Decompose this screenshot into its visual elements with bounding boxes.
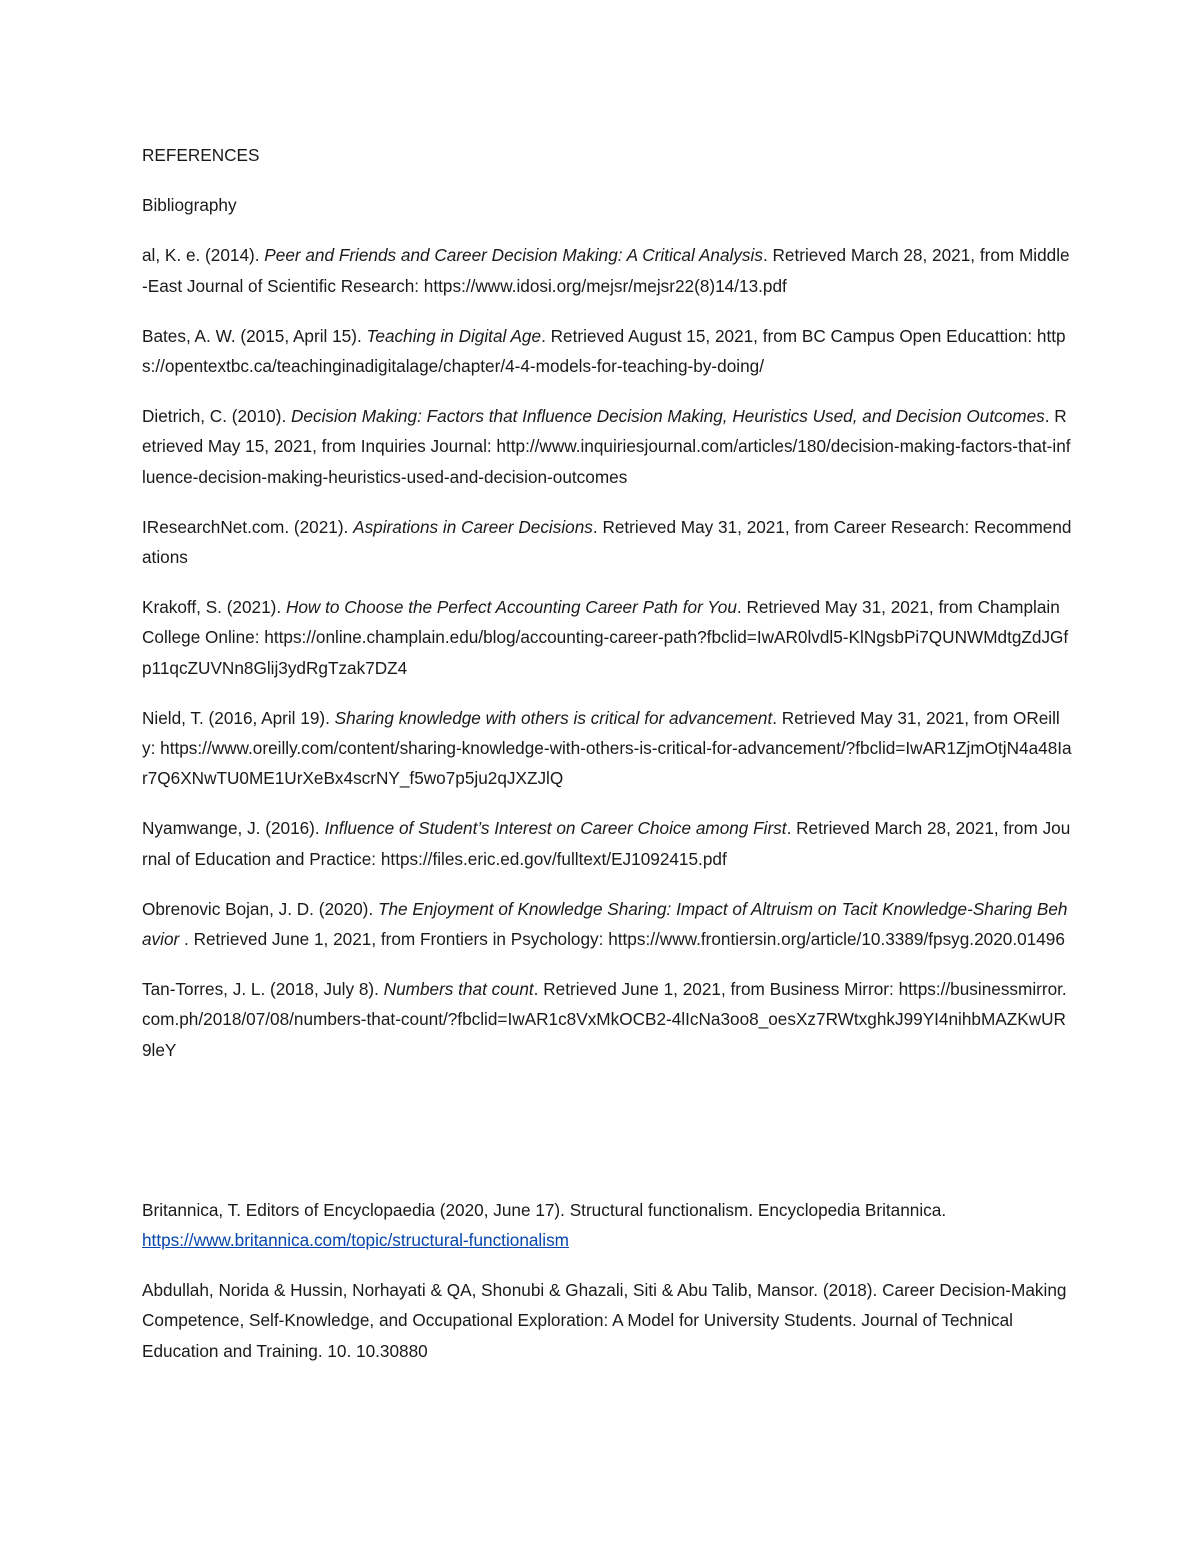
- entry-title: Sharing knowledge with others is critical for advancement: [334, 707, 773, 728]
- reference-entry-al: [142, 240, 1072, 300]
- entry-lead: al, K. e. (2014).: [142, 245, 265, 266]
- entry-title: Numbers that count: [383, 979, 534, 1000]
- entry-title: Aspirations in Career Decisions: [353, 516, 593, 537]
- page-heading: REFERENCES: [142, 145, 260, 165]
- references-content: [142, 140, 1072, 1386]
- reference-entry-tan-torres: [142, 974, 1072, 1065]
- entry-title: Decision Making: Factors that Influence Decision Making, Heuristics Used, and Decision Outcomes: [291, 406, 1045, 427]
- reference-entry-abdullah: [142, 1275, 1072, 1366]
- entry-text: Britannica, T. Editors of Encyclopaedia (2020, June 17). Structural functionalism. Encyclopedia Britannica.: [142, 1199, 947, 1220]
- blank-space: [142, 1085, 1072, 1195]
- entry-tail: . Retrieved August 15, 2021, from BC Campus Open Educattion: https://opentextbc.ca/teachinginadigitalage/chapter/4-4-models-for-teaching-by-doing/: [142, 325, 1066, 377]
- page-subheading: Bibliography: [142, 195, 237, 216]
- reference-entry-krakoff: [142, 592, 1072, 683]
- entry-tail: . Retrieved May 31, 2021, from OReilly: https://www.oreilly.com/content/sharing-knowledge-with-others-is-critical-for-advancement/?fbclid=IwAR1ZjmOtjN4a48Iar7Q6XNwTU0ME1UrXeBx4scrNY_f5wo7p5ju2qJXZJlQ: [142, 707, 1072, 789]
- entry-lead: IResearchNet.com. (2021).: [142, 516, 354, 537]
- entry-tail: . Retrieved May 15, 2021, from Inquiries Journal: http://www.inquiriesjournal.com/articles/180/decision-making-factors-that-influence-decision-making-heuristics-used-and-decision-outcomes: [142, 406, 1071, 487]
- entry-tail: . Retrieved June 1, 2021, from Frontiers in Psychology: https://www.frontiersin.org/article/10.3389/fpsyg.2020.01496: [179, 929, 1065, 950]
- reference-entry-nield: [142, 703, 1072, 794]
- entry-lead: Nield, T. (2016, April 19).: [142, 707, 335, 728]
- entry-title: Influence of Student’s Interest on Career Choice among First: [324, 818, 787, 839]
- reference-entry-dietrich: [142, 401, 1072, 492]
- entry-text: Abdullah, Norida & Hussin, Norhayati & QA, Shonubi & Ghazali, Siti & Abu Talib, Mansor. (2018). Career Decision-Making Competence, Self-Knowledge, and Occupational Exploration: A Model for University Students. Journal of Technical Education and Training. 10. 10.30880: [142, 1280, 1067, 1361]
- reference-entry-iresearchnet: [142, 512, 1072, 572]
- entry-lead: Tan-Torres, J. L. (2018, July 8).: [142, 979, 384, 1000]
- entry-tail: . Retrieved March 28, 2021, from Middle-East Journal of Scientific Research: https://www.idosi.org/mejsr/mejsr22(8)14/13.pdf: [142, 245, 1070, 296]
- reference-entry-nyamwange: [142, 813, 1072, 873]
- entry-tail: . Retrieved May 31, 2021, from Champlain College Online: https://online.champlain.edu/blog/accounting-career-path?fbclid=IwAR0lvdl5-KlNgsbPi7QUNWMdtgZdJGfp11qcZUVNn8Glij3ydRgTzak7DZ4: [142, 597, 1069, 678]
- entry-lead: Obrenovic Bojan, J. D. (2020).: [142, 898, 378, 919]
- entry-tail: . Retrieved March 28, 2021, from Journal of Education and Practice: https://files.eric.ed.gov/fulltext/EJ1092415.pdf: [142, 818, 1071, 869]
- reference-entry-obrenovic: [142, 894, 1072, 954]
- entry-tail: . Retrieved May 31, 2021, from Career Research: Recommendations: [142, 516, 1072, 568]
- entry-lead: Nyamwange, J. (2016).: [142, 818, 325, 839]
- entry-lead: Bates, A. W. (2015, April 15).: [142, 325, 367, 346]
- entry-lead: Dietrich, C. (2010).: [142, 406, 292, 427]
- entry-tail: . Retrieved June 1, 2021, from Business Mirror: https://businessmirror.com.ph/2018/07/08/numbers-that-count/?fbclid=IwAR1c8VxMkOCB2-4lIcNa3oo8_oesXz7RWtxghkJ99YI4nihbMAZKwUR9leY: [142, 979, 1067, 1060]
- reference-entry-bates: [142, 321, 1072, 381]
- entry-title: The Enjoyment of Knowledge Sharing: Impact of Altruism on Tacit Knowledge-Sharing Behavior: [142, 898, 1068, 950]
- britannica-link[interactable]: https://www.britannica.com/topic/structural-functionalism: [142, 1230, 569, 1251]
- entry-title: How to Choose the Perfect Accounting Career Path for You: [285, 597, 737, 618]
- entry-lead: Krakoff, S. (2021).: [142, 597, 286, 618]
- entry-title: Peer and Friends and Career Decision Making: A Critical Analysis: [264, 245, 763, 266]
- reference-entry-britannica: [142, 1195, 1072, 1255]
- entry-title: Teaching in Digital Age: [366, 325, 542, 346]
